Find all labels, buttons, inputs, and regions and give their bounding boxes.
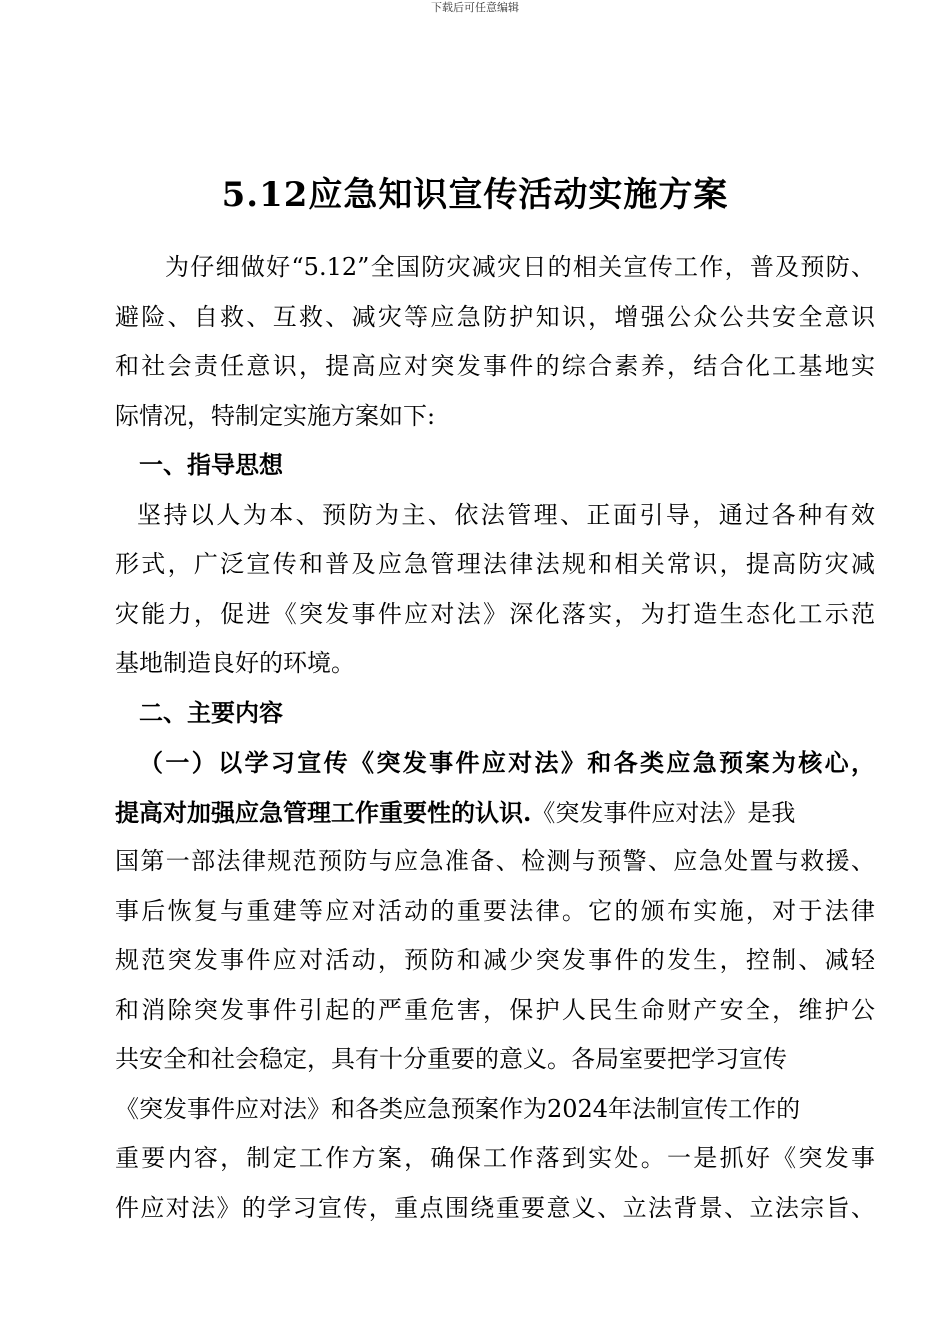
section-heading: 一、指导思想 [139, 451, 283, 479]
section-heading: 二、主要内容 [139, 698, 283, 727]
paragraph-line: 灾能力，促进《突发事件应对法》深化落实，为打造生态化工示范 [115, 599, 875, 628]
paragraph-line: 共安全和社会稳定，具有十分重要的意义。各局室要把学习宣传 [115, 1045, 787, 1073]
header-note: 下载后可任意编辑 [431, 1, 519, 14]
paragraph-line: 际情况，特制定实施方案如下: [115, 401, 436, 430]
paragraph-line: 事后恢复与重建等应对活动的重要法律。它的颁布实施，对于法律 [115, 896, 875, 925]
subsection-heading-cont: 提高对加强应急管理工作重要性的认识. [115, 797, 532, 827]
paragraph-line: 为仔细做好“5.12”全国防灾减灾日的相关宣传工作，普及预防、 [165, 253, 875, 281]
paragraph-line: 重要内容，制定工作方案，确保工作落到实处。一是抓好《突发事 [115, 1144, 875, 1172]
paragraph-line: 件应对法》的学习宣传，重点围绕重要意义、立法背景、立法宗旨、 [115, 1193, 875, 1222]
paragraph-line: 避险、自救、互救、减灾等应急防护知识，增强公众公共安全意识 [115, 302, 875, 331]
subsection-heading: （一）以学习宣传《突发事件应对法》和各类应急预案为核心， [139, 748, 875, 777]
paragraph-line: 基地制造良好的环境。 [115, 649, 355, 677]
paragraph-line: 坚持以人为本、预防为主、依法管理、正面引导，通过各种有效 [137, 500, 875, 529]
paragraph-line: 规范突发事件应对活动，预防和减少突发事件的发生，控制、减轻 [115, 946, 875, 974]
paragraph-line [115, 788, 875, 838]
paragraph-line: 和消除突发事件引起的严重危害，保护人民生命财产安全，维护公 [115, 995, 875, 1024]
paragraph-line: 国第一部法律规范预防与应急准备、检测与预警、应急处置与救援、 [115, 847, 875, 875]
paragraph-line: 形式，广泛宣传和普及应急管理法律法规和相关常识，提高防灾减 [115, 550, 875, 578]
paragraph-line: 和社会责任意识，提高应对突发事件的综合素养，结合化工基地实 [115, 352, 875, 380]
document-body [115, 243, 875, 1233]
document-title: 5.12应急知识宣传活动实施方案 [221, 175, 729, 215]
paragraph-text: 《突发事件应对法》是我 [531, 798, 796, 827]
paragraph-line: 《突发事件应对法》和各类应急预案作为2024年法制宣传工作的 [115, 1094, 801, 1123]
